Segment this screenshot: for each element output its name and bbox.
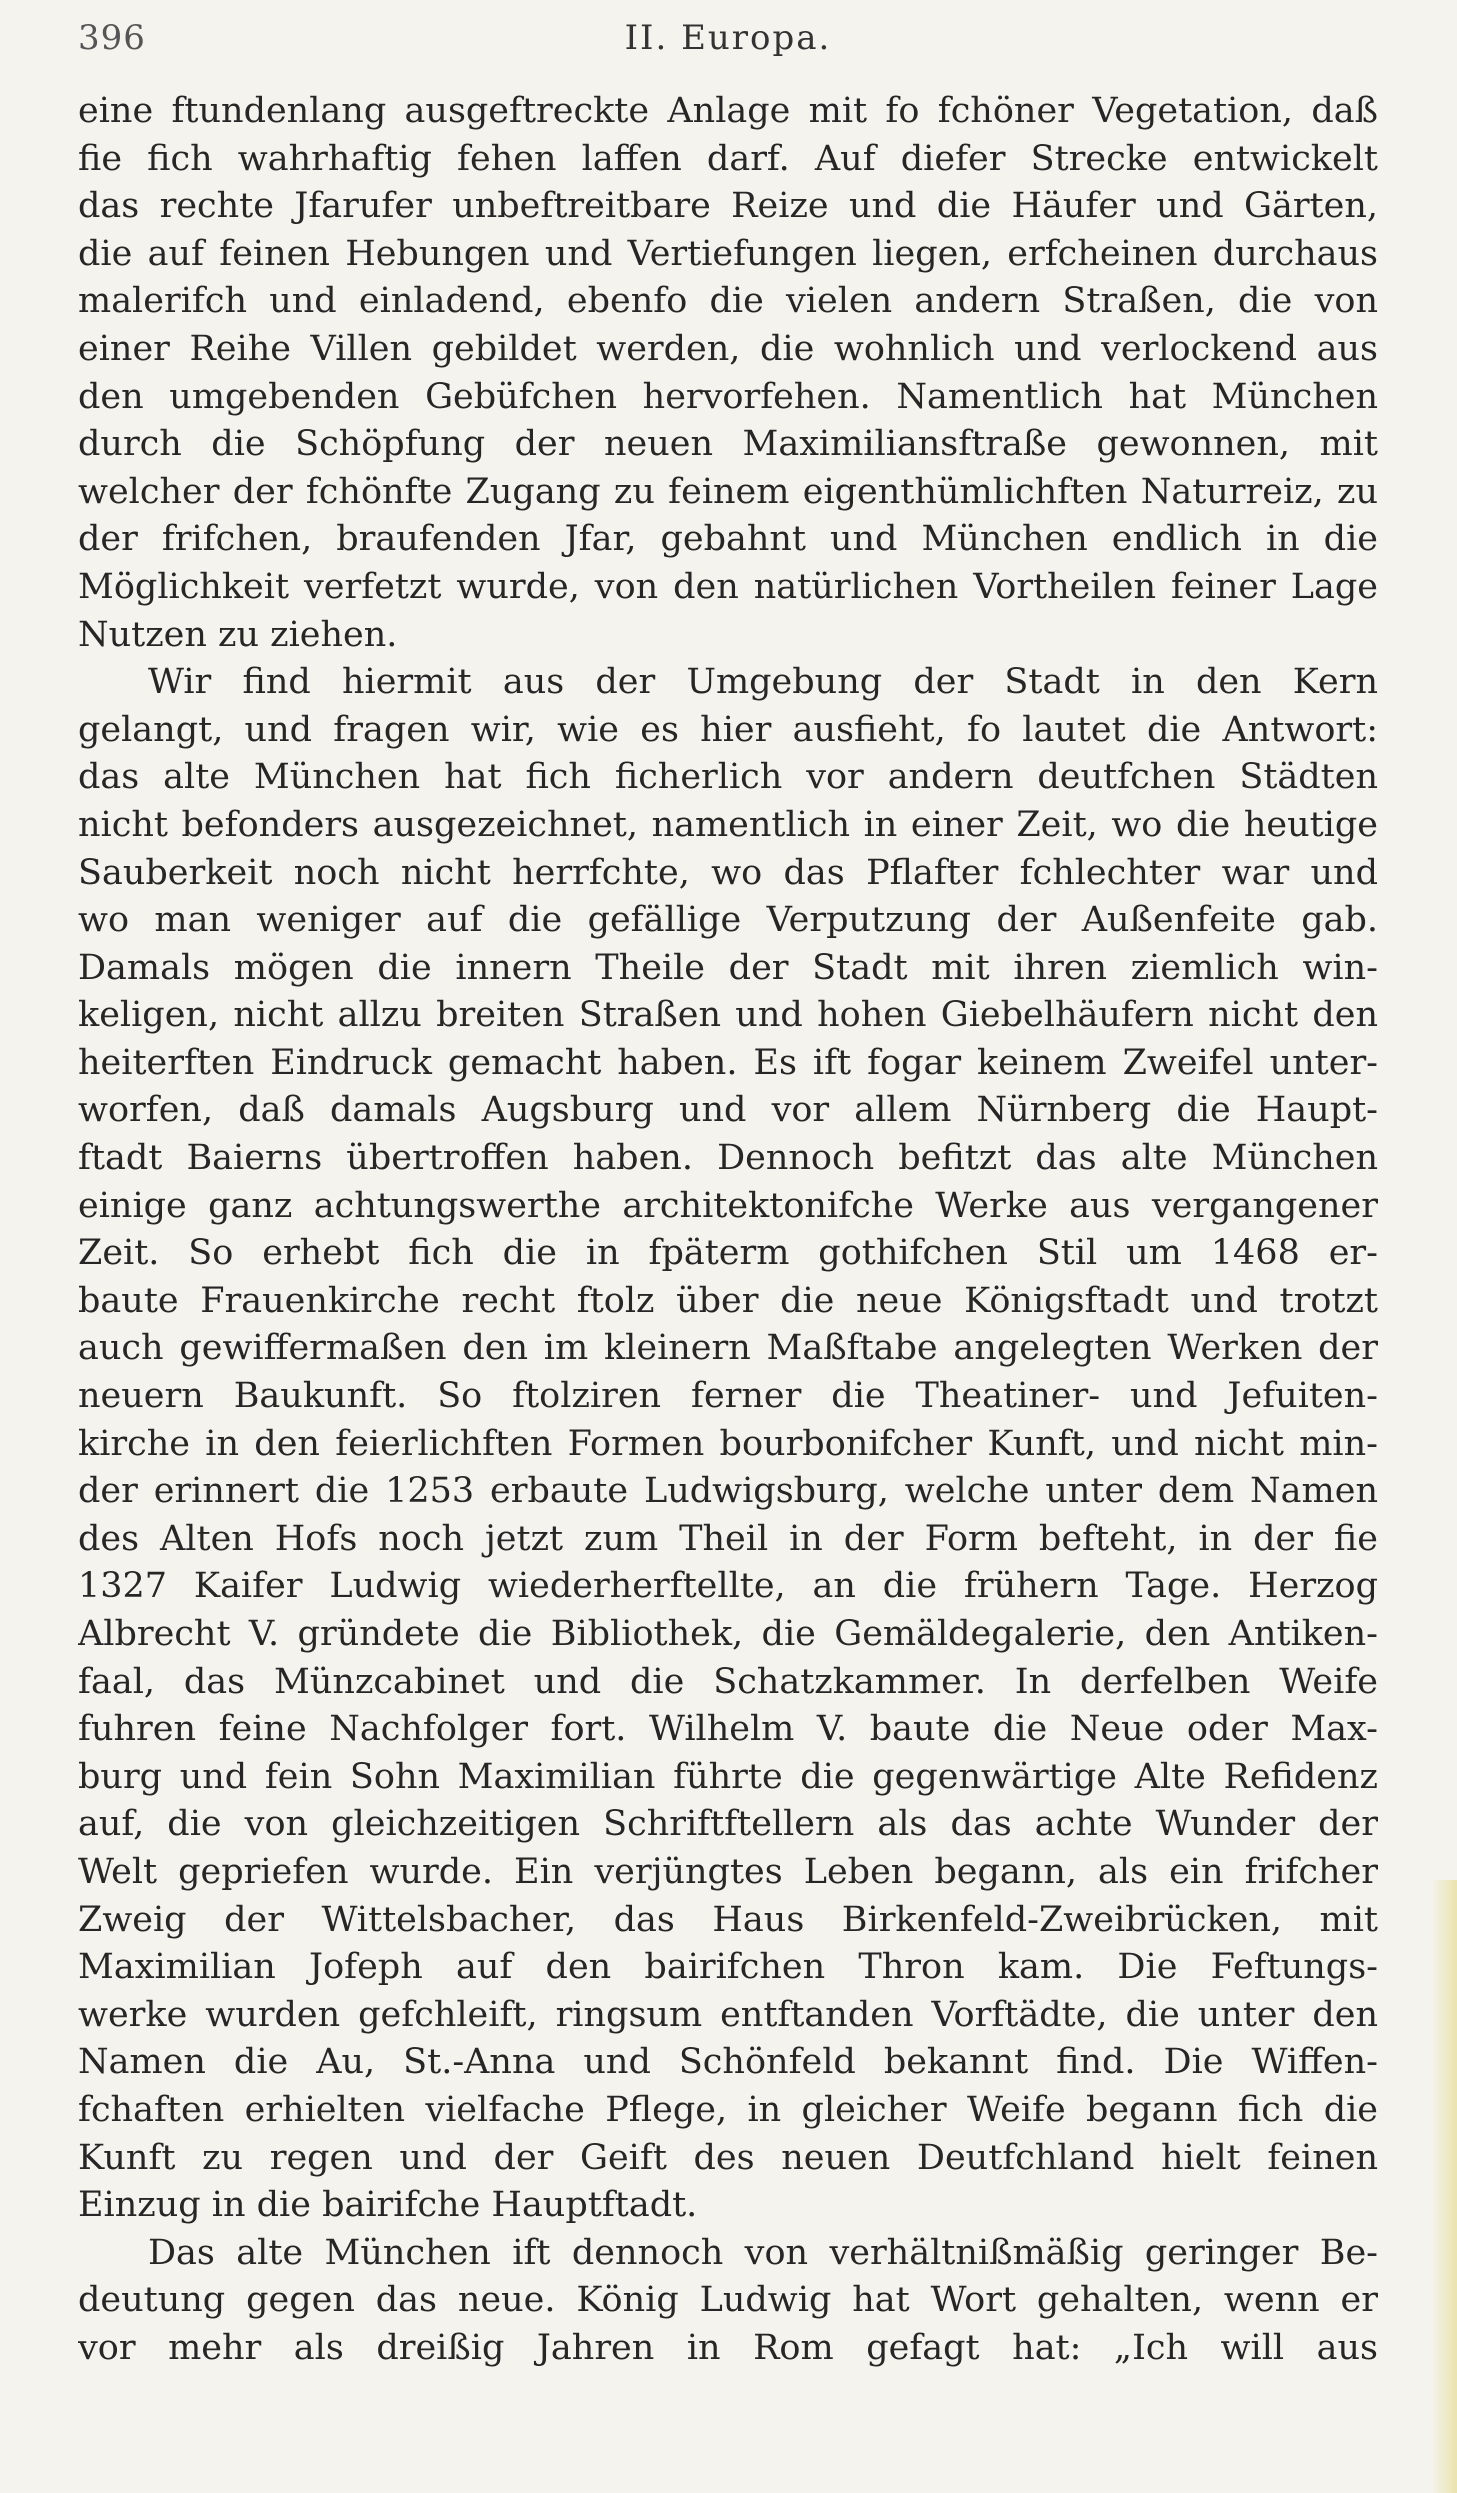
text-line: Maximilian Jofeph auf den bairifchen Thron kam. Die Feftungs- [78,1947,1378,1988]
text-line: Zweig der Wittelsbacher, das Haus Birkenfeld-Zweibrücken, mit [78,1899,1378,1940]
text-line: fie fich wahrhaftig fehen laffen darf. Auf diefer Strecke entwickelt [78,138,1378,179]
text-line: das alte München hat fich ficherlich vor andern deutfchen Städten [78,757,1378,798]
page-number: 396 [78,18,146,58]
body-text [78,88,1378,2373]
text-line: Kunft zu regen und der Geift des neuen Deutfchland hielt feinen [78,2137,1378,2178]
text-line: Zeit. So erhebt fich die in fpäterm gothifchen Stil um 1468 er- [78,1233,1378,1274]
text-line: einer Reihe Villen gebildet werden, die wohnlich und verlockend aus [78,328,1378,369]
text-line: auf, die von gleichzeitigen Schriftftellern als das achte Wunder der [78,1804,1378,1845]
page-edge-stain [1431,1880,1457,2493]
running-head [78,18,1378,68]
paragraph-start-line: Wir find hiermit aus der Umgebung der Stadt in den Kern [148,662,1378,703]
text-line: heiterften Eindruck gemacht haben. Es ift fogar keinem Zweifel unter- [78,1042,1378,1083]
text-line: kirche in den feierlichften Formen bourbonifcher Kunft, und nicht min- [78,1423,1378,1464]
text-line: des Alten Hofs noch jetzt zum Theil in der Form befteht, in der fie [78,1518,1378,1559]
text-line: durch die Schöpfung der neuen Maximiliansftraße gewonnen, mit [78,424,1378,465]
text-line: Nutzen zu ziehen. [78,614,398,655]
text-line: baute Frauenkirche recht ftolz über die neue Königsftadt und trotzt [78,1280,1378,1321]
text-line: neuern Baukunft. So ftolziren ferner die Theatiner- und Jefuiten- [78,1376,1378,1417]
text-line: worfen, daß damals Augsburg und vor allem Nürnberg die Haupt- [78,1090,1378,1131]
text-line: Albrecht V. gründete die Bibliothek, die Gemäldegalerie, den Antiken- [78,1614,1378,1654]
text-line: wo man weniger auf die gefällige Verputzung der Außenfeite gab. [78,900,1378,941]
text-line: burg und fein Sohn Maximilian führte die gegenwärtige Alte Refidenz [78,1756,1378,1797]
text-line: 1327 Kaifer Ludwig wiederherftellte, an die frühern Tage. Herzog [78,1566,1378,1607]
text-line: auch gewiffermaßen den im kleinern Maßftabe angelegten Werken der [78,1328,1378,1369]
text-line: der erinnert die 1253 erbaute Ludwigsburg, welche unter dem Namen [78,1471,1378,1512]
text-line: Welt gepriefen wurde. Ein verjüngtes Leben begann, als ein frifcher [78,1851,1378,1892]
paragraph-start-line: Das alte München ift dennoch von verhältnißmäßig geringer Be- [148,2232,1378,2273]
section-title: II. Europa. [624,18,832,58]
text-line: fchaften erhielten vielfache Pflege, in gleicher Weife begann fich die [78,2089,1378,2130]
text-line: deutung gegen das neue. König Ludwig hat Wort gehalten, wenn er [78,2280,1378,2321]
text-line: einige ganz achtungswerthe architektonifche Werke aus vergangener [78,1185,1378,1226]
text-line: malerifch und einladend, ebenfo die vielen andern Straßen, die von [78,281,1378,322]
text-line: Sauberkeit noch nicht herrfchte, wo das Pflafter fchlechter war und [78,852,1378,893]
text-line: vor mehr als dreißig Jahren in Rom gefagt hat: „Ich will aus [78,2327,1378,2368]
text-line: fuhren feine Nachfolger fort. Wilhelm V. baute die Neue oder Max- [78,1709,1378,1750]
text-line: nicht befonders ausgezeichnet, namentlich in einer Zeit, wo die heutige [78,804,1378,845]
text-line: werke wurden gefchleift, ringsum entftanden Vorftädte, die unter den [78,1994,1378,2035]
text-line: der frifchen, braufenden Jfar, gebahnt und München endlich in die [78,519,1378,560]
text-line: Damals mögen die innern Theile der Stadt mit ihren ziemlich win- [78,947,1378,988]
text-line: keligen, nicht allzu breiten Straßen und hohen Giebelhäufern nicht den [78,995,1378,1036]
text-line: Namen die Au, St.-Anna und Schönfeld bekannt find. Die Wiffen- [78,2042,1378,2083]
text-line: eine ftundenlang ausgeftreckte Anlage mit fo fchöner Vegetation, daß [78,91,1378,131]
text-line: die auf feinen Hebungen und Vertiefungen liegen, erfcheinen durchaus [78,233,1378,274]
text-line: welcher der fchönfte Zugang zu feinem eigenthümlichften Naturreiz, zu [78,471,1378,512]
text-line: ftadt Baierns übertroffen haben. Dennoch befitzt das alte München [78,1138,1378,1179]
text-line: Einzug in die bairifche Hauptftadt. [78,2185,698,2226]
text-line: Möglichkeit verfetzt wurde, von den natürlichen Vortheilen feiner Lage [78,566,1378,607]
text-line: den umgebenden Gebüfchen hervorfehen. Namentlich hat München [78,376,1378,417]
text-line: gelangt, und fragen wir, wie es hier ausfieht, fo lautet die Antwort: [78,709,1378,750]
text-line: das rechte Jfarufer unbeftreitbare Reize und die Häufer und Gärten, [78,186,1378,227]
text-line: faal, das Münzcabinet und die Schatzkammer. In derfelben Weife [78,1661,1378,1702]
